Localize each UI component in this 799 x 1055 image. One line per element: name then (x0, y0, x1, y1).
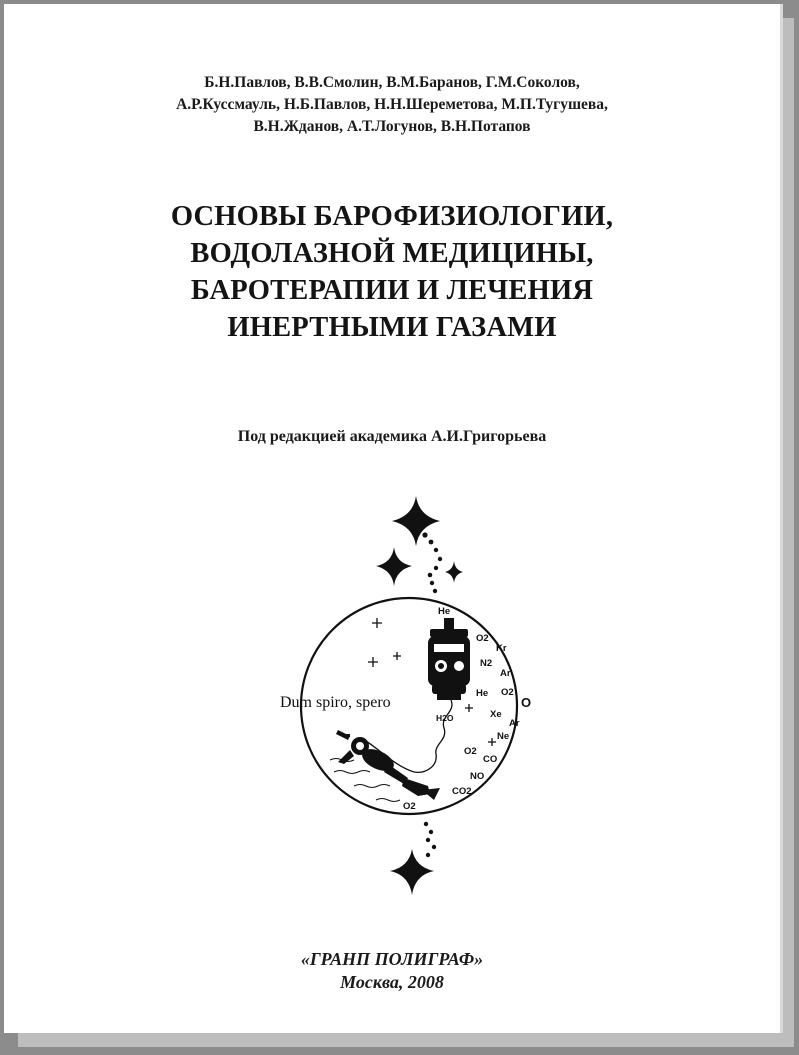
gas-label: H2O (436, 713, 454, 723)
authors-line-1: Б.Н.Павлов, В.В.Смолин, В.М.Баранов, Г.М.Соколов, (204, 74, 580, 91)
gas-label: Kr (496, 643, 507, 654)
title-line-2: ВОДОЛАЗНОЙ МЕДИЦИНЫ, (190, 238, 594, 269)
gas-label: O2 (501, 687, 514, 698)
gas-label: Xe (490, 709, 502, 720)
gas-label: O2 (476, 633, 489, 644)
gas-label: Ar (500, 668, 511, 679)
title-line-1: ОСНОВЫ БАРОФИЗИОЛОГИИ, (170, 201, 614, 232)
sparkle-star-icon (392, 496, 440, 546)
publisher-block (4, 948, 780, 994)
diving-bell-icon (428, 618, 470, 700)
title-line-3: БАРОТЕРАПИИ И ЛЕЧЕНИЯ (190, 275, 594, 306)
hose-line (414, 700, 452, 772)
emblem-illustration (4, 4, 780, 1033)
gas-label: He (476, 688, 489, 699)
diver-icon (336, 730, 440, 800)
gas-label: O2 (403, 801, 416, 812)
gas-label: N2 (480, 658, 493, 669)
gas-label: CO2 (452, 786, 472, 797)
publisher-name: «ГРАНП ПОЛИГРАФ» (300, 949, 484, 969)
gas-label: O2 (464, 746, 477, 757)
gas-label: Ar (509, 718, 520, 729)
gas-label: NO (470, 771, 485, 782)
authors-line-2: А.Р.Куссмауль, Н.Б.Павлов, Н.Н.Шереметова, М.П.Тугушева, (176, 96, 608, 113)
title-page (4, 4, 780, 1033)
bubbles-bottom (424, 822, 436, 857)
gas-label: O (521, 695, 532, 710)
sparkle-star-icon (376, 547, 412, 586)
bubbles-top (422, 532, 442, 593)
motto-text: Dum spiro, spero (280, 694, 391, 711)
gas-label: He (438, 606, 451, 617)
sparkle-star-icon (445, 561, 463, 583)
publisher-city-year: Москва, 2008 (340, 972, 444, 992)
editor-line: Под редакцией академика А.И.Григорьева (237, 428, 547, 445)
title-line-4: ИНЕРТНЫМИ ГАЗАМИ (227, 312, 557, 343)
gas-label: CO (483, 754, 498, 765)
gas-label: Ne (497, 731, 510, 742)
authors-line-3: В.Н.Жданов, А.Т.Логунов, В.Н.Потапов (253, 118, 531, 135)
